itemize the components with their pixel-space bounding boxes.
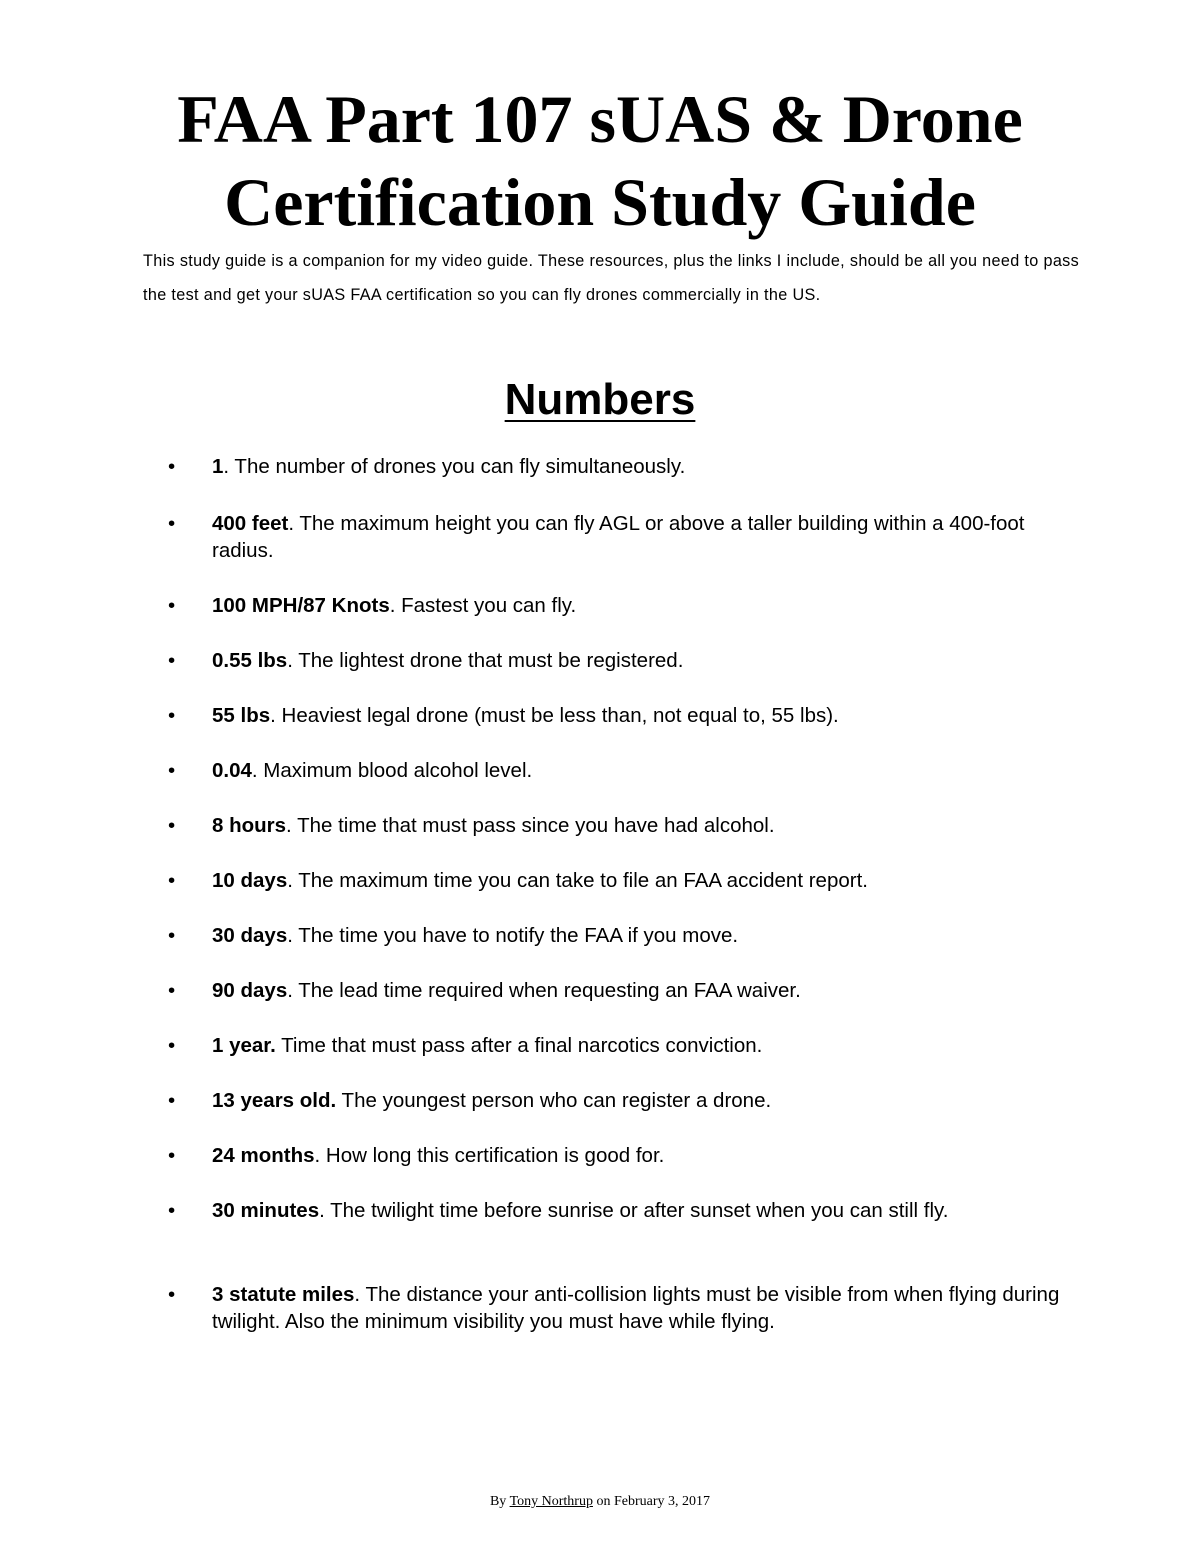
bullet-icon: • (168, 512, 176, 535)
bullet-icon: • (168, 924, 176, 947)
list-item-term: 0.04 (212, 759, 252, 782)
bullet-icon: • (168, 704, 176, 727)
list-item-text (212, 1197, 1062, 1224)
bullet-icon: • (168, 1199, 176, 1222)
list-item-desc: . Heaviest legal drone (must be less than, not equal to, 55 lbs). (270, 704, 839, 727)
list-item-term: 10 days (212, 869, 288, 892)
list-item-desc: . Maximum blood alcohol level. (251, 759, 533, 782)
list-item-text (212, 1032, 1062, 1059)
footer-suffix: on February 3, 2017 (592, 1494, 711, 1509)
list-item-term: 24 months (212, 1144, 315, 1167)
list-item-desc: . The distance your anti-collision lights must be visible from when flying during twilight. Also the minimum visibility you must have while flying. (212, 1283, 1060, 1333)
bullet-icon: • (168, 1144, 176, 1167)
list-item-text (212, 592, 1062, 619)
list-item-desc: . The time that must pass since you have had alcohol. (286, 814, 775, 837)
document-title (0, 78, 1200, 244)
list-item-text (212, 922, 1062, 949)
bullet-icon: • (168, 979, 176, 1002)
list-item-text (212, 453, 1062, 480)
list-item-term: 0.55 lbs (212, 649, 288, 672)
bullet-icon: • (168, 455, 176, 478)
list-item-term: 1 year. (212, 1034, 276, 1057)
bullet-icon: • (168, 1089, 176, 1112)
list-item-desc: . The lead time required when requesting an FAA waiver. (287, 979, 801, 1002)
title-line-2: Certification Study Guide (224, 164, 976, 240)
list-item-text (212, 977, 1062, 1004)
list-item-term: 1 (212, 455, 224, 478)
intro-paragraph: This study guide is a companion for my video guide. These resources, plus the links I include, should be all you need to pass the test and get your sUAS FAA certification so you can fly drones commercially in the US. (143, 252, 1080, 304)
list-item-term: 55 lbs (212, 704, 271, 727)
list-item-desc: The youngest person who can register a drone. (336, 1089, 772, 1112)
list-item-text (212, 757, 1062, 784)
list-item-text (212, 1087, 1062, 1114)
list-item-desc: . The maximum time you can take to file an FAA accident report. (287, 869, 868, 892)
list-item-desc: . The twilight time before sunrise or after sunset when you can still fly. (319, 1199, 949, 1222)
list-item-text (212, 702, 1062, 729)
list-item-desc: . How long this certification is good for. (314, 1144, 665, 1167)
bullet-icon: • (168, 1283, 176, 1306)
list-item-desc: . The lightest drone that must be registered. (287, 649, 684, 672)
list-item-term: 3 statute miles (212, 1283, 355, 1306)
footer-author: Tony Northrup (509, 1494, 593, 1509)
bullet-icon: • (168, 1034, 176, 1057)
bullet-icon: • (168, 759, 176, 782)
section-heading-text: Numbers (504, 375, 696, 424)
list-item-text (212, 867, 1062, 894)
bullet-icon: • (168, 869, 176, 892)
list-item-term: 8 hours (212, 814, 287, 837)
title-line-1: FAA Part 107 sUAS & Drone (177, 81, 1023, 157)
list-item-term: 400 feet (212, 512, 289, 535)
list-item-desc: . The maximum height you can fly AGL or above a taller building within a 400-foot radius. (212, 512, 1025, 562)
bullet-icon: • (168, 814, 176, 837)
bullet-icon: • (168, 649, 176, 672)
list-item-desc: . The time you have to notify the FAA if you move. (287, 924, 739, 947)
footer-prefix: By (489, 1494, 510, 1509)
section-heading-numbers (0, 370, 1200, 430)
list-item-term: 90 days (212, 979, 288, 1002)
list-item-text (212, 1142, 1062, 1169)
list-item-term: 30 minutes (212, 1199, 320, 1222)
bullet-icon: • (168, 594, 176, 617)
list-item-term: 13 years old. (212, 1089, 337, 1112)
page-footer (0, 1492, 1200, 1512)
list-item-text (212, 812, 1062, 839)
list-item-term: 100 MPH/87 Knots (212, 594, 390, 617)
list-item-text (212, 1281, 1062, 1335)
list-item-term: 30 days (212, 924, 288, 947)
list-item-desc: Time that must pass after a final narcotics conviction. (275, 1034, 763, 1057)
list-item-desc: . Fastest you can fly. (389, 594, 577, 617)
list-item-text (212, 647, 1062, 674)
list-item-text (212, 510, 1062, 564)
list-item-desc: . The number of drones you can fly simultaneously. (223, 455, 686, 478)
